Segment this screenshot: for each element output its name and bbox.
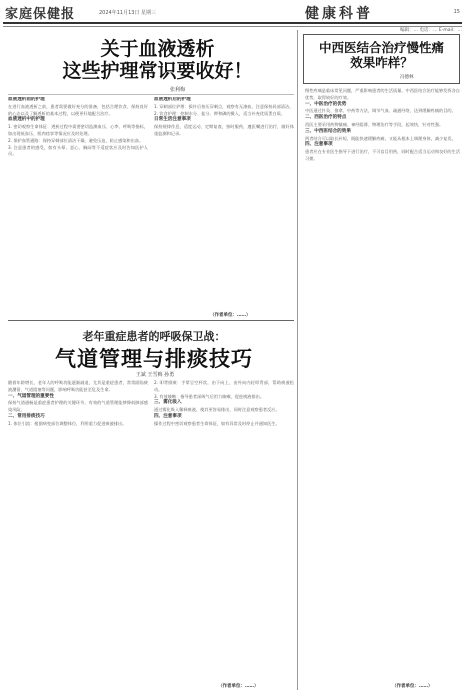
article-rule [8, 94, 294, 95]
paragraph: 慢性疼痛是临床常见问题，严重影响患者的生活质量。中西医结合治疗能够发挥各自优势，取得较好的疗效。 [305, 88, 460, 100]
subheading: 一、中医治疗的优势 [305, 101, 347, 107]
newspaper-title: 家庭保健报 [5, 7, 76, 22]
subheading: 血液透析中的护理 [8, 117, 45, 123]
paragraph: 在进行血液透析之前，患者需要做好充分的准备，包括合理饮食、保持良好的心态以及了解透析的基本过程，以便更好地配合治疗。 [8, 103, 148, 116]
issue-date: 2024年11月13日 星期三 [99, 10, 157, 16]
article-separator [8, 320, 294, 321]
paragraph: 2. 饮食护理：控制水分、盐分、钾和磷的摄入，适当补充优质蛋白质。 [154, 110, 285, 116]
article-title [20, 38, 295, 82]
paragraph: 1. 体位引流：根据病变部位调整体位，利用重力促进痰液排出。 [8, 420, 127, 426]
subheading: 血液透析后的护理 [154, 97, 191, 102]
paragraph: 患者应在专业医生指导下进行治疗，不可盲目用药，同时配合适当运动和良好的生活习惯。 [305, 149, 460, 161]
article-column-1 [8, 97, 148, 313]
subheading: 四、注意事项 [154, 413, 182, 419]
subheading: 日常生活注意事项 [154, 117, 191, 123]
header-bar [3, 3, 462, 23]
article-column-1 [8, 380, 148, 690]
article-column-2 [154, 380, 294, 680]
paragraph: 随着年龄增长，老年人的呼吸功能逐渐减退，尤其是重症患者，常常面临痰液潴留、气道阻塞等问题，影响呼吸功能甚至危及生命。 [8, 380, 148, 392]
paragraph: 2. 保护血管通路：保持穿刺部位清洁干燥，避免压迫，防止感染和出血。 [8, 137, 144, 143]
article-body [305, 88, 460, 678]
paragraph: 保持规律作息，适度运动，定期复查，按时服药，遵医嘱进行治疗，做好体重监测和记录。 [154, 124, 294, 136]
column-divider [297, 30, 298, 690]
title-line-2: 这些护理常识要收好！ [62, 60, 253, 82]
subheading: 三、中西医结合的效果 [305, 128, 351, 134]
subheading: 二、常用排痰技巧 [8, 413, 45, 419]
article-kicker: 老年重症患者的呼吸保卫战： [82, 330, 226, 343]
paragraph: 2. 叩背排痰：手掌呈空杯状，由下向上、由外向内轻叩背部，帮助痰液松动。 [154, 380, 294, 392]
title-line-2: 效果咋样？ [350, 55, 413, 70]
article-author: 张利梅 [170, 87, 186, 93]
article-author: 王斌 王雪梅 孙勇 [135, 372, 175, 378]
author-affiliation: （作者单位：……） [392, 684, 433, 689]
paragraph: 1. 密切观察生命体征：透析过程中需要密切监测血压、心率、呼吸等指标，如出现低血压、肌肉痉挛等情况应及时处理。 [8, 124, 148, 136]
author-affiliation: （作者单位：……） [210, 313, 251, 318]
paragraph: 两者结合可以取长补短，既能快速缓解疼痛，又能从根本上调理身体，减少复发。 [305, 135, 456, 141]
subheading: 三、雾化吸入 [154, 400, 182, 406]
section-title: 健康科普 [305, 6, 373, 22]
paragraph: 3. 注意患者的感受，如有头晕、恶心、胸闷等不适症状应及时告知医护人员。 [8, 144, 148, 157]
paragraph: 保持气道通畅是重症患者护理的关键环节，有效的气道管理能够降低肺部感染风险。 [8, 400, 148, 413]
paragraph: 西医主要采用药物镇痛、神经阻滞、物理治疗等手段，起效快，针对性强。 [305, 121, 444, 127]
title-line-1: 关于血液透析 [100, 38, 215, 60]
paragraph: 1. 穿刺部位护理：拔针后按压穿刺点，观察有无渗血，注意保持局部清洁。 [154, 103, 294, 109]
title-line-1: 中西医结合治疗慢性痛 [318, 40, 444, 55]
page-number: 15 [453, 9, 460, 15]
paragraph: 通过雾化吸入稀释痰液，使其更容易排出，同时注意观察患者反应。 [154, 407, 280, 413]
article-column-2 [154, 97, 294, 313]
subheading: 血液透析前的护理 [8, 97, 45, 102]
paragraph: 3. 有效咳嗽：指导患者深吸气后用力咳嗽，促进痰液排出。 [154, 393, 265, 399]
author-affiliation: （作者单位：……） [218, 684, 259, 689]
editor-contact: 编辑：… 电话：… E-mail：… [400, 28, 462, 33]
header-rule [3, 22, 462, 24]
article-title: 气道管理与排痰技巧 [55, 346, 253, 371]
article-title [303, 40, 460, 70]
article-author: 冯德林 [400, 75, 414, 80]
paragraph: 中医通过针灸、推拿、中药等方法，调节气血、疏通经络，达到缓解疼痛的目的。 [305, 108, 456, 114]
subheading: 一、气道管理的重要性 [8, 393, 54, 399]
subheading: 二、西医治疗的特点 [305, 115, 347, 121]
subheading: 四、注意事项 [305, 142, 333, 148]
paragraph: 操作过程中密切观察患者生命体征，如有异常及时停止并通知医生。 [154, 420, 280, 426]
